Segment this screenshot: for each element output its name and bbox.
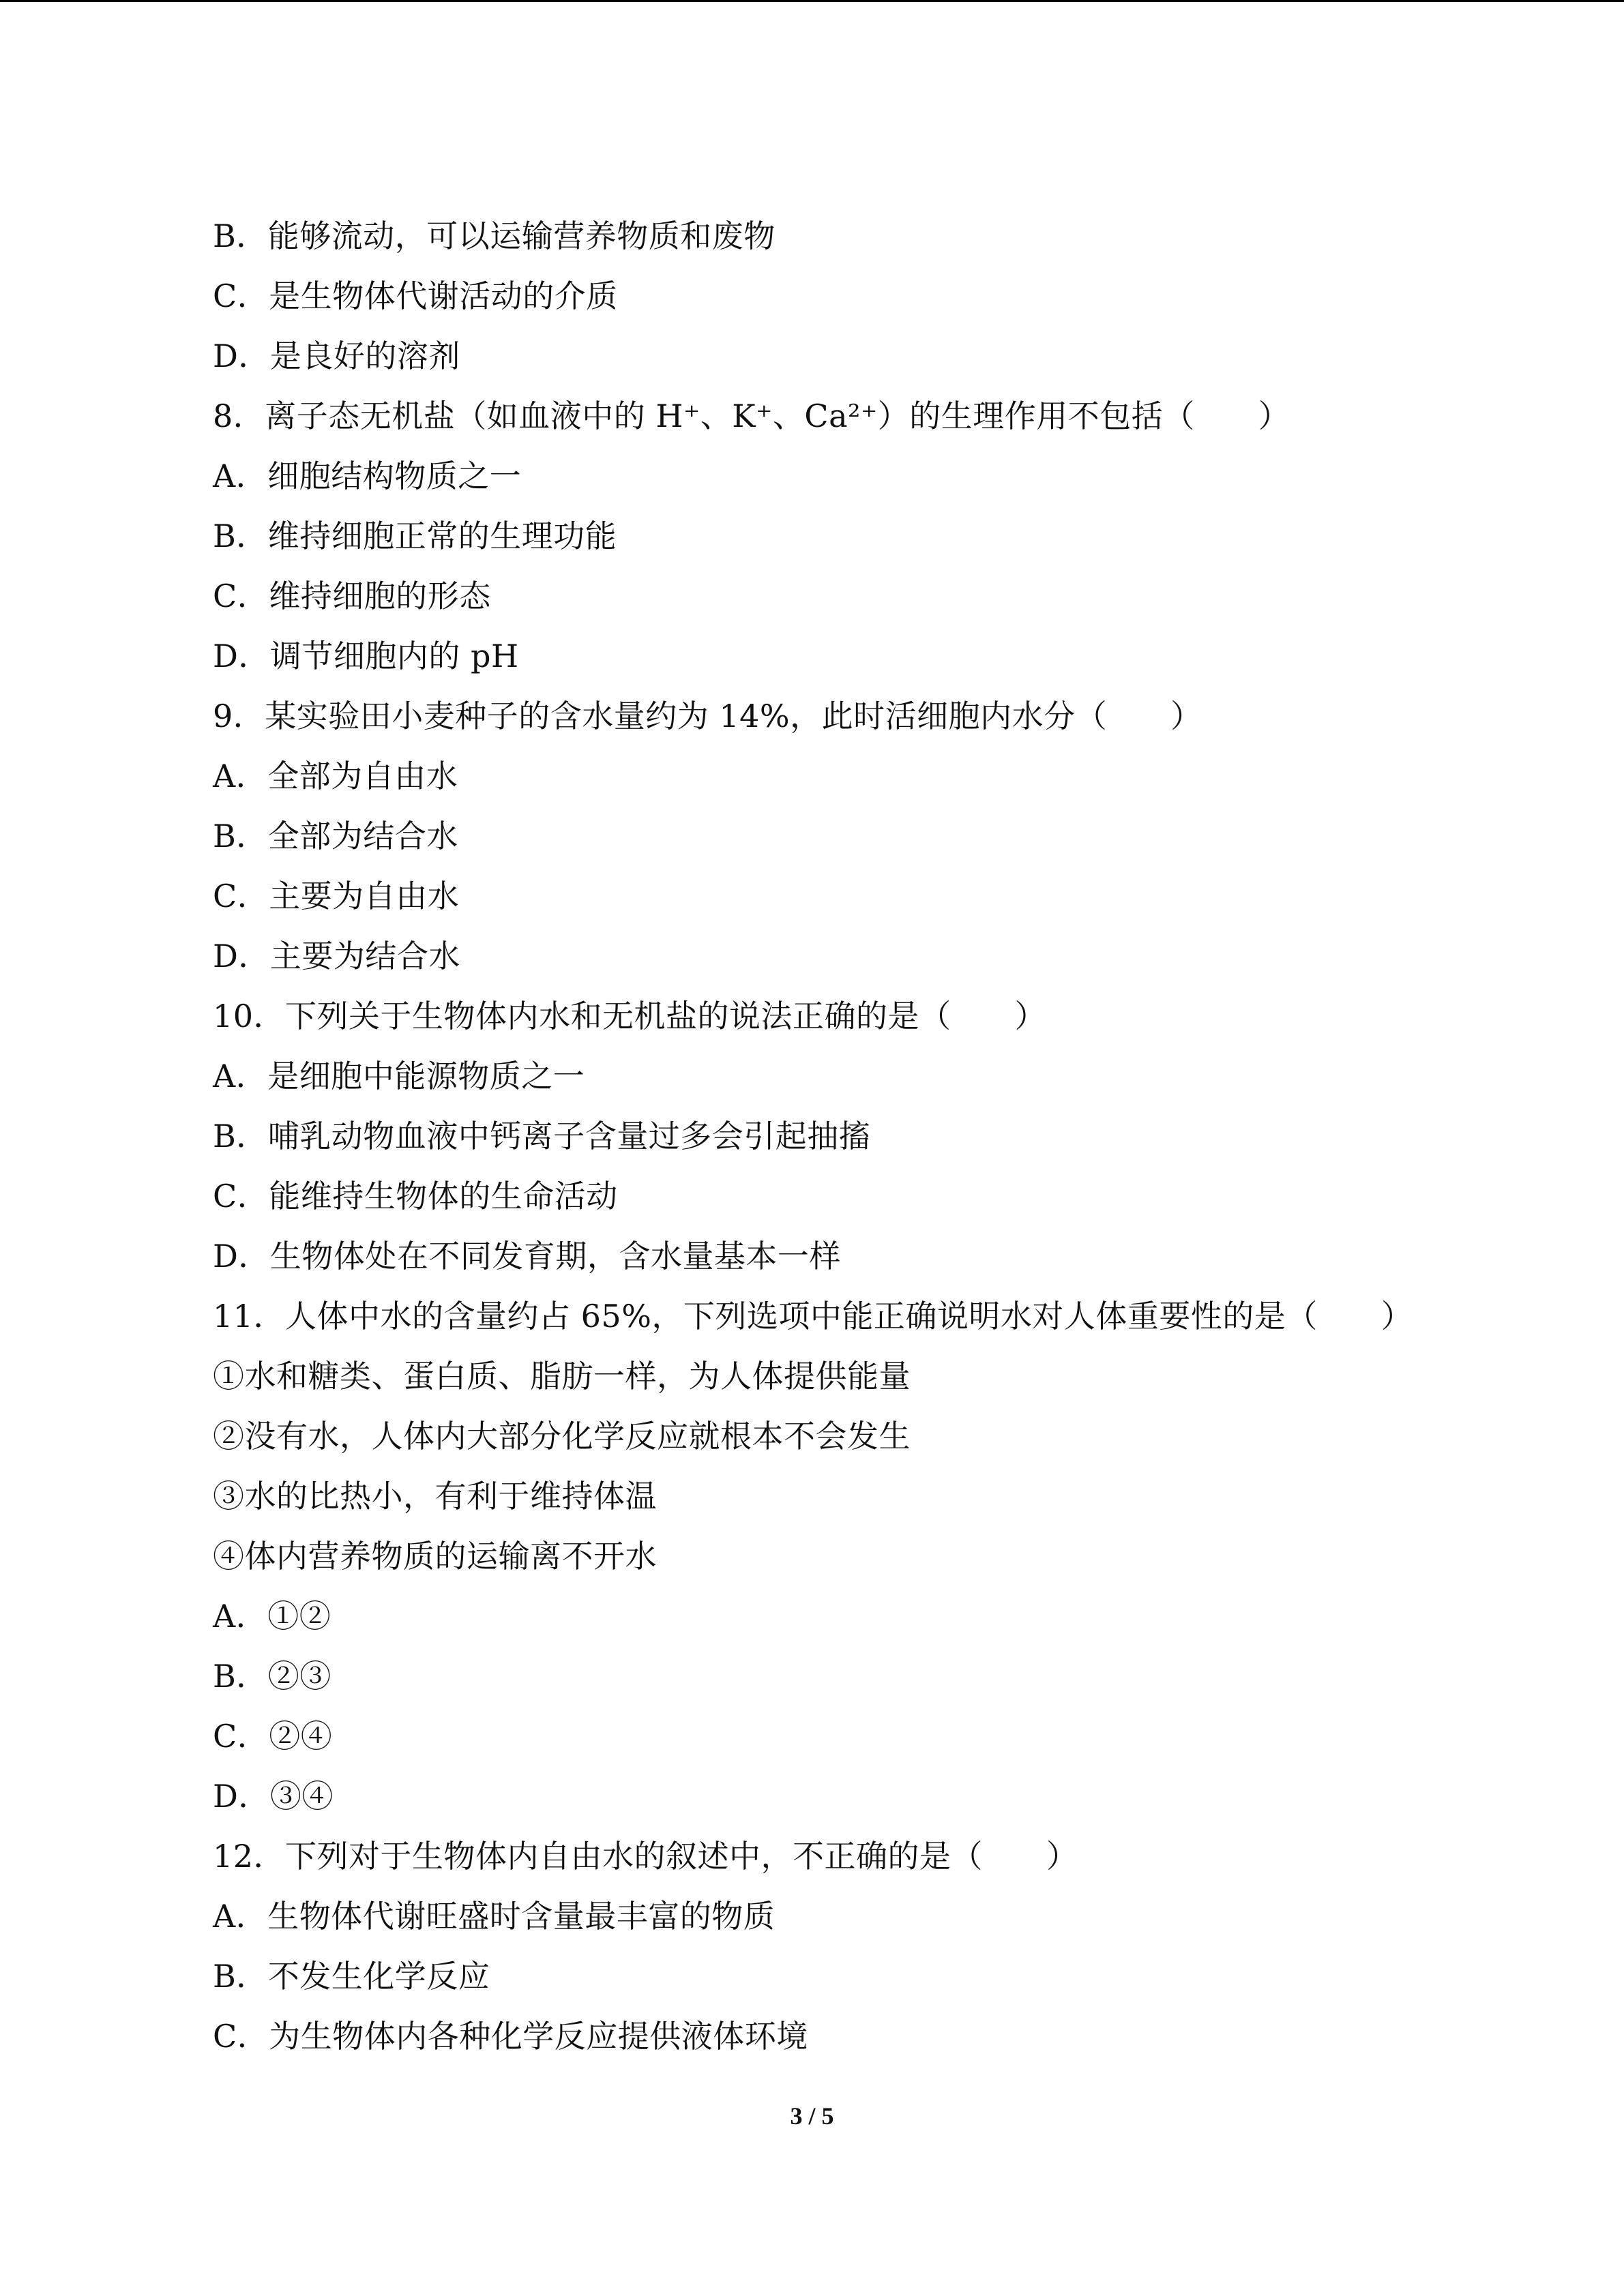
q8-option-d: D．调节细胞内的 pH <box>213 638 519 674</box>
q9-option-b: B．全部为结合水 <box>213 818 458 854</box>
q11-stem: 11．人体中水的含量约占 65%，下列选项中能正确说明水对人体重要性的是（ ） <box>213 1298 1413 1335</box>
q11-option-c: C．②④ <box>213 1718 333 1755</box>
q9-stem: 9．某实验田小麦种子的含水量约为 14%，此时活细胞内水分（ ） <box>213 698 1202 734</box>
q11-option-d: D．③④ <box>213 1778 334 1815</box>
q7-option-b: B．能够流动，可以运输营养物质和废物 <box>213 218 776 254</box>
q10-option-b: B．哺乳动物血液中钙离子含量过多会引起抽搐 <box>213 1118 871 1154</box>
document-body <box>213 206 1509 2066</box>
q12-option-a: A．生物体代谢旺盛时含量最丰富的物质 <box>213 1898 776 1935</box>
q8-option-c: C．维持细胞的形态 <box>213 578 491 614</box>
q7-option-c: C．是生物体代谢活动的介质 <box>213 278 618 314</box>
q10-stem: 10．下列关于生物体内水和无机盐的说法正确的是（ ） <box>213 998 1047 1034</box>
q8-option-b: B．维持细胞正常的生理功能 <box>213 518 617 554</box>
page-number: 3 / 5 <box>790 2102 834 2130</box>
q11-option-a: A．①② <box>213 1598 331 1635</box>
q9-option-c: C．主要为自由水 <box>213 878 460 914</box>
q11-statement-2: ②没有水，人体内大部分化学反应就根本不会发生 <box>213 1418 911 1455</box>
q11-option-b: B．②③ <box>213 1658 331 1695</box>
q11-statement-1: ①水和糖类、蛋白质、脂肪一样，为人体提供能量 <box>213 1358 911 1395</box>
q9-option-d: D．主要为结合水 <box>213 938 460 974</box>
q10-option-a: A．是细胞中能源物质之一 <box>213 1058 585 1094</box>
q10-option-c: C．能维持生物体的生命活动 <box>213 1178 618 1214</box>
q11-statement-4: ④体内营养物质的运输离不开水 <box>213 1538 657 1575</box>
q12-stem: 12．下列对于生物体内自由水的叙述中，不正确的是（ ） <box>213 1838 1078 1875</box>
q11-statement-3: ③水的比热小，有利于维持体温 <box>213 1478 657 1515</box>
q7-option-d: D．是良好的溶剂 <box>213 338 460 374</box>
q10-option-d: D．生物体处在不同发育期，含水量基本一样 <box>213 1238 841 1274</box>
q12-option-c: C．为生物体内各种化学反应提供液体环境 <box>213 2018 808 2055</box>
q8-stem: 8．离子态无机盐（如血液中的 H⁺、K⁺、Ca²⁺）的生理作用不包括（ ） <box>213 398 1290 434</box>
q9-option-a: A．全部为自由水 <box>213 758 458 794</box>
q12-option-b: B．不发生化学反应 <box>213 1958 490 1995</box>
q8-option-a: A．细胞结构物质之一 <box>213 458 522 494</box>
top-border-line <box>0 0 1624 2</box>
